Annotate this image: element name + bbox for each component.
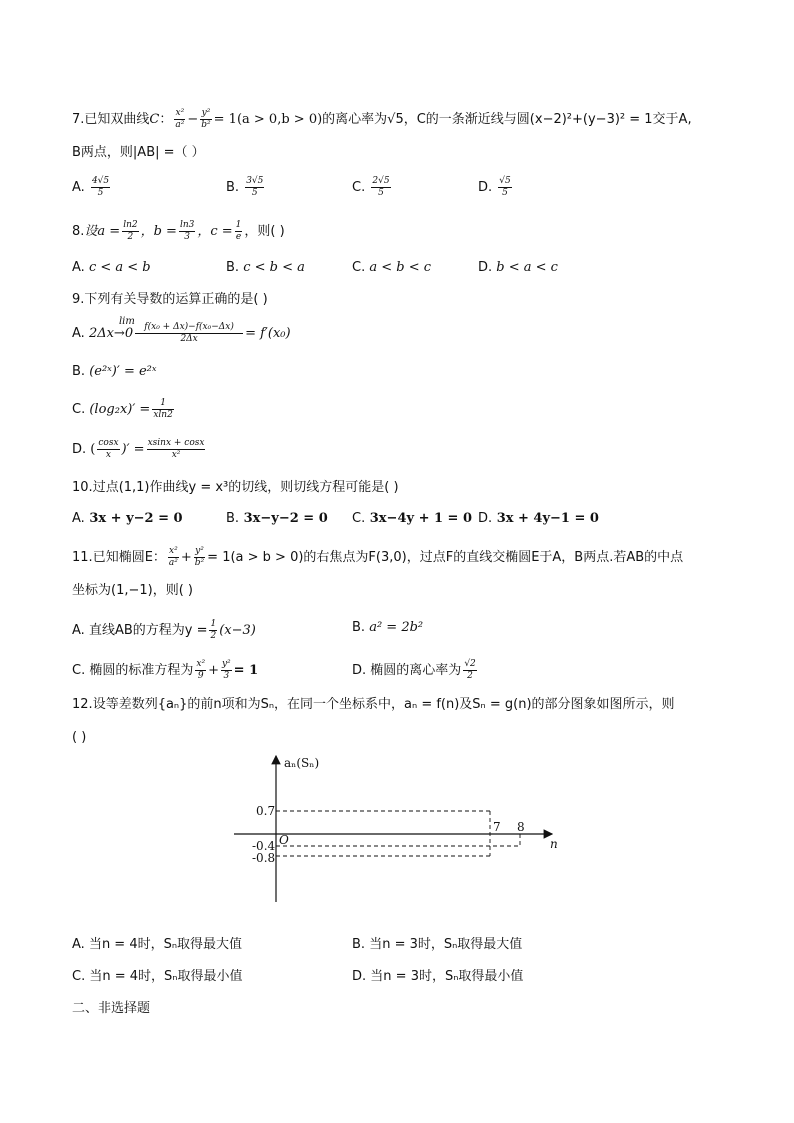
q10-option-a[interactable]: A. 3x + y−2 = 0 [72,511,183,526]
y-tick-neg0.4: -0.4 [252,839,276,853]
q7-stem-line2: B两点，则|AB| =（ ） [72,145,205,160]
y-axis-label: aₙ(Sₙ) [284,756,320,770]
q7-frac-y: $\frac{\text{y²}}{\text{b²}}$ [201,108,211,130]
q9-option-a[interactable]: A. lim 2Δx→0 $\frac{\text{f(x₀ + Δx)−f(x₀−Δx)}}{2\Delta x}$ = f′(x₀) [72,315,291,344]
q10-option-d[interactable]: D. 3x + 4y−1 = 0 [478,511,599,526]
q9-option-d[interactable]: D. ( $\frac{\cos x}{x}$ )′ = $\frac{xsinx + \cos x}{\text{x²}}$ [72,438,205,460]
section-heading: 二、非选择题 [72,1001,151,1016]
q7-option-d[interactable]: D. $\frac{√5}{5}$ [478,176,511,198]
q10-option-c[interactable]: C. 3x−4y + 1 = 0 [352,511,473,526]
q7-frac-x: $\frac{\text{x²}}{\text{a²}}$ [175,108,185,130]
q7-option-c[interactable]: C. $\frac{2√5}{5}$ [352,176,390,198]
q11-option-c[interactable]: C. 椭圆的标准方程为 $\frac{\text{x²}}{9}$ + $\frac{\text{y²}}{3}$ = 1 [72,659,259,681]
x-tick-8: 8 [517,820,525,834]
q11-stem-line2: 坐标为(1,−1)，则( ) [72,583,193,598]
x-tick-7: 7 [493,820,501,834]
q12-option-d[interactable]: D. 当n = 3时，Sₙ取得最小值 [352,969,524,984]
q9-option-c[interactable]: C. (log₂x)′ = $\frac{1}{xln2}$ [72,398,173,420]
q11-stem: 11.已知椭圆E： $\frac{\text{x²}}{\text{a²}}$ + $\frac{\text{y²}}{\text{b²}}$ = 1(a > b > 0)的右焦点为F(3,0)，过点F的直线交椭圆E于A，B两点.若AB的中点 [72,546,684,568]
q12-stem-line2: ( ) [72,730,87,745]
q12-stem: 12.设等差数列{aₙ}的前n项和为Sₙ，在同一个坐标系中，aₙ = f(n)及Sₙ = g(n)的部分图象如图所示，则 [72,697,675,712]
q11-option-a[interactable]: A. 直线AB的方程为y = $\frac{1}{2}$ (x−3) [72,619,256,641]
q10-stem: 10.过点(1,1)作曲线y = x³的切线，则切线方程可能是( ) [72,480,399,495]
q7-option-a[interactable]: A. $\frac{4√5}{5}$ [72,176,110,198]
q12-option-c[interactable]: C. 当n = 4时，Sₙ取得最小值 [72,969,243,984]
x-axis-label: n [550,837,558,851]
q12-graph [228,748,568,908]
q11-option-b[interactable]: B. a² = 2b² [352,620,424,635]
q12-option-a[interactable]: A. 当n = 4时，Sₙ取得最大值 [72,937,243,952]
q8-option-a[interactable]: A. c < a < b [72,260,151,275]
q11-option-d[interactable]: D. 椭圆的离心率为 $\frac{√2}{2}$ [352,659,476,681]
q10-option-b[interactable]: B. 3x−y−2 = 0 [226,511,328,526]
q7-stem: 7.已知双曲线C： $\frac{\text{x²}}{\text{a²}}$ − $\frac{\text{y²}}{\text{b²}}$ = 1(a > 0,b > 0)的离心率为√5，C的一条渐近线与圆(x−2)²+(y−3)² = 1交于A, [72,108,692,130]
q7-option-b[interactable]: B. $\frac{3√5}{5}$ [226,176,264,198]
q12-option-b[interactable]: B. 当n = 3时，Sₙ取得最大值 [352,937,523,952]
origin-label: O [279,833,289,847]
q9-stem: 9.下列有关导数的运算正确的是( ) [72,292,268,307]
q8-option-b[interactable]: B. c < b < a [226,260,305,275]
q8-option-d[interactable]: D. b < a < c [478,260,558,275]
q9-option-b[interactable]: B. (e²ˣ)′ = e²ˣ [72,364,157,379]
y-tick-neg0.8: -0.8 [252,851,276,865]
q8-stem: 8.设a = $\frac{\ln 2}{2}$ ，b = $\frac{\ln 3}{3}$ ，c = $\frac{1}{e}$ ，则( ) [72,220,285,242]
q8-option-c[interactable]: C. a < b < c [352,260,432,275]
y-tick-0.7: 0.7 [256,804,276,818]
